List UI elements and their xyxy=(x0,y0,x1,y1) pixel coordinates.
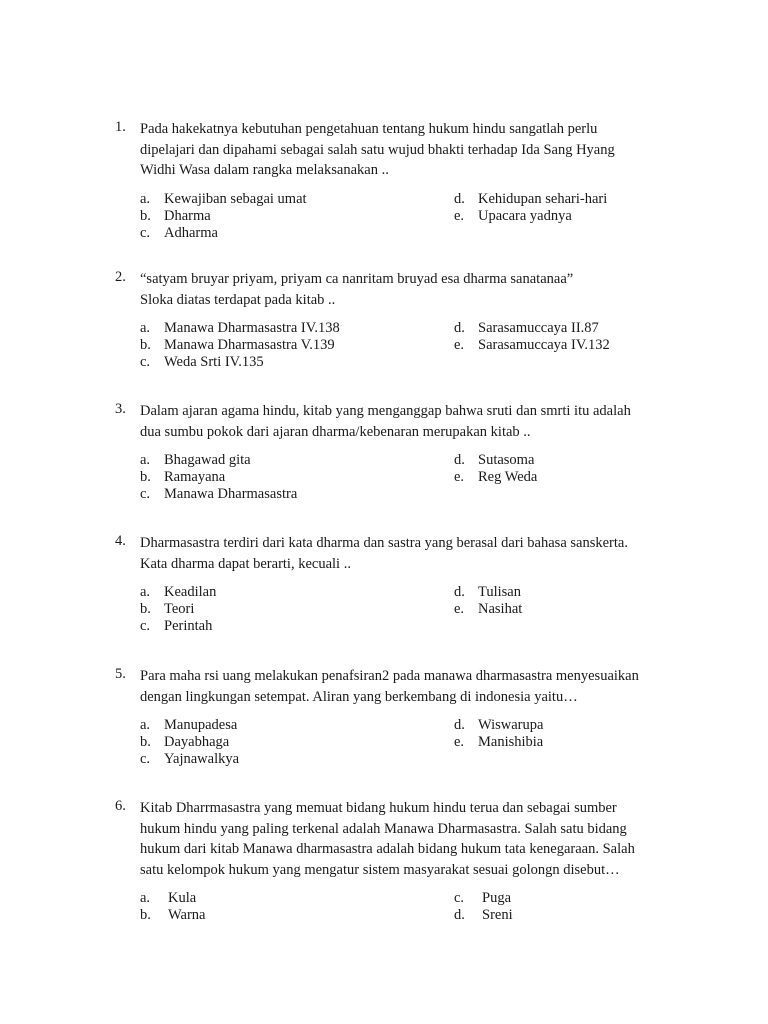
question-line: dua sumbu pokok dari ajaran dharma/kebenaran merupakan kitab .. xyxy=(140,423,531,440)
option-letter: e. xyxy=(454,601,465,617)
option-letter: d. xyxy=(454,190,465,207)
option-text: Upacara yadnya xyxy=(478,207,572,224)
option-letter: a. xyxy=(140,890,151,906)
option-d[interactable] xyxy=(454,584,521,601)
option-e[interactable] xyxy=(454,208,572,225)
question-line: Sloka diatas terdapat pada kitab .. xyxy=(140,291,336,308)
option-e[interactable] xyxy=(454,734,543,751)
option-a[interactable] xyxy=(140,717,237,734)
option-text: Keadilan xyxy=(164,584,217,600)
question-text xyxy=(140,269,675,310)
option-text: Manupadesa xyxy=(164,717,238,733)
question-number: 3. xyxy=(115,401,126,417)
option-letter: d. xyxy=(454,320,465,336)
option-a[interactable] xyxy=(140,452,251,469)
option-letter: c. xyxy=(140,354,151,370)
option-c[interactable] xyxy=(454,890,511,907)
option-text: Kehidupan sehari-hari xyxy=(478,190,608,207)
option-c[interactable] xyxy=(140,354,264,371)
option-letter: b. xyxy=(140,469,151,485)
option-b[interactable] xyxy=(140,907,205,924)
option-a[interactable] xyxy=(140,320,340,337)
option-letter: d. xyxy=(454,907,465,923)
question-line: Pada hakekatnya kebutuhan pengetahuan tentang hukum hindu sangatlah perlu xyxy=(140,121,598,137)
answer-options xyxy=(140,890,675,926)
option-b[interactable] xyxy=(140,734,229,751)
option-text: Kula xyxy=(168,890,197,906)
option-letter: d. xyxy=(454,717,465,733)
question-line: Dalam ajaran agama hindu, kitab yang menganggap bahwa sruti dan smrti itu adalah xyxy=(140,403,631,419)
option-text: Manawa Dharmasastra xyxy=(164,486,298,502)
answer-options xyxy=(140,452,675,504)
option-letter: d. xyxy=(454,452,465,468)
option-d[interactable] xyxy=(454,320,599,337)
question-line: Para maha rsi uang melakukan penafsiran2 pada manawa dharmasastra menyesuaikan xyxy=(140,668,639,684)
option-letter: c. xyxy=(140,486,151,502)
option-letter: c. xyxy=(140,751,151,767)
question-text xyxy=(140,533,675,574)
option-d[interactable] xyxy=(454,907,513,924)
option-letter: b. xyxy=(140,734,151,750)
question-2 xyxy=(115,269,675,372)
answer-options xyxy=(140,584,675,636)
question-number: 5. xyxy=(115,666,126,682)
answer-options xyxy=(140,717,675,769)
option-d[interactable] xyxy=(454,191,607,208)
option-text: Bhagawad gita xyxy=(164,452,251,468)
option-text: Manishibia xyxy=(478,734,544,750)
option-text: Warna xyxy=(168,907,206,923)
question-number: 4. xyxy=(115,533,126,549)
question-text xyxy=(140,666,675,707)
question-number: 1. xyxy=(115,119,126,135)
option-text: Nasihat xyxy=(478,601,523,617)
question-number: 6. xyxy=(115,798,126,814)
option-text: Weda Srti IV.135 xyxy=(164,354,264,370)
option-text: Dayabhaga xyxy=(164,734,230,750)
option-d[interactable] xyxy=(454,452,534,469)
option-letter: d. xyxy=(454,584,465,600)
option-b[interactable] xyxy=(140,469,225,486)
option-b[interactable] xyxy=(140,208,211,225)
question-line: dipelajari dan dipahami sebagai salah satu wujud bhakti terhadap Ida Sang Hyang xyxy=(140,141,615,158)
option-letter: b. xyxy=(140,207,151,224)
question-text xyxy=(140,798,675,880)
option-b[interactable] xyxy=(140,337,335,354)
option-text: Adharma xyxy=(164,224,218,241)
option-text: Teori xyxy=(164,601,195,617)
option-letter: e. xyxy=(454,734,465,750)
option-letter: b. xyxy=(140,601,151,617)
question-5 xyxy=(115,666,675,769)
option-text: Sarasamuccaya IV.132 xyxy=(478,337,610,353)
option-text: Sarasamuccaya II.87 xyxy=(478,320,599,336)
option-text: Ramayana xyxy=(164,469,226,485)
option-text: Kewajiban sebagai umat xyxy=(164,190,307,207)
option-a[interactable] xyxy=(140,584,216,601)
question-line: hukum dari kitab Manawa dharmasastra adalah bidang hukum tata kenegaraan. Salah xyxy=(140,841,635,857)
option-text: Yajnawalkya xyxy=(164,751,240,767)
question-4 xyxy=(115,533,675,636)
option-text: Tulisan xyxy=(478,584,521,600)
question-6 xyxy=(115,798,675,926)
question-3 xyxy=(115,401,675,504)
answer-options xyxy=(140,320,675,372)
option-text: Perintah xyxy=(164,618,213,634)
option-text: Manawa Dharmasastra IV.138 xyxy=(164,320,340,336)
question-text xyxy=(140,401,675,442)
option-c[interactable] xyxy=(140,618,212,635)
option-c[interactable] xyxy=(140,225,218,242)
option-e[interactable] xyxy=(454,601,522,618)
question-line: “satyam bruyar priyam, priyam ca nanritam bruyad esa dharma sanatanaa” xyxy=(140,271,574,287)
option-a[interactable] xyxy=(140,890,196,907)
option-text: Wiswarupa xyxy=(478,717,544,733)
question-line: hukum hindu yang paling terkenal adalah Manawa Dharmasastra. Salah satu bidang xyxy=(140,820,627,837)
option-a[interactable] xyxy=(140,191,307,208)
option-text: Sreni xyxy=(482,907,513,923)
option-letter: a. xyxy=(140,584,151,600)
question-line: dengan lingkungan setempat. Aliran yang berkembang di indonesia yaitu… xyxy=(140,688,578,705)
option-letter: a. xyxy=(140,190,151,207)
answer-options xyxy=(140,191,675,243)
option-text: Manawa Dharmasastra V.139 xyxy=(164,337,335,353)
option-c[interactable] xyxy=(140,486,297,503)
question-line: Kata dharma dapat berarti, kecuali .. xyxy=(140,555,351,572)
option-text: Dharma xyxy=(164,207,211,224)
option-text: Reg Weda xyxy=(478,469,538,485)
option-letter: a. xyxy=(140,717,151,733)
option-c[interactable] xyxy=(140,751,239,768)
question-line: Kitab Dharrmasastra yang memuat bidang hukum hindu terua dan sebagai sumber xyxy=(140,800,617,816)
question-line: Dharmasastra terdiri dari kata dharma dan sastra yang berasal dari bahasa sanskerta. xyxy=(140,535,628,551)
question-text xyxy=(140,119,675,181)
option-e[interactable] xyxy=(454,469,537,486)
option-d[interactable] xyxy=(454,717,543,734)
option-letter: e. xyxy=(454,207,465,224)
option-letter: c. xyxy=(140,224,151,241)
option-b[interactable] xyxy=(140,601,194,618)
option-letter: b. xyxy=(140,337,151,353)
option-letter: b. xyxy=(140,907,151,923)
option-text: Sutasoma xyxy=(478,452,535,468)
option-letter: c. xyxy=(140,618,151,634)
question-1 xyxy=(115,119,675,243)
question-line: Widhi Wasa dalam rangka melaksanakan .. xyxy=(140,162,389,178)
option-letter: a. xyxy=(140,320,151,336)
option-letter: e. xyxy=(454,469,465,485)
option-e[interactable] xyxy=(454,337,610,354)
question-line: satu kelompok hukum yang mengatur sistem masyarakat sesuai golongn disebut… xyxy=(140,861,620,878)
option-letter: e. xyxy=(454,337,465,353)
option-letter: a. xyxy=(140,452,151,468)
question-number: 2. xyxy=(115,269,126,285)
option-letter: c. xyxy=(454,890,465,906)
option-text: Puga xyxy=(482,890,511,906)
